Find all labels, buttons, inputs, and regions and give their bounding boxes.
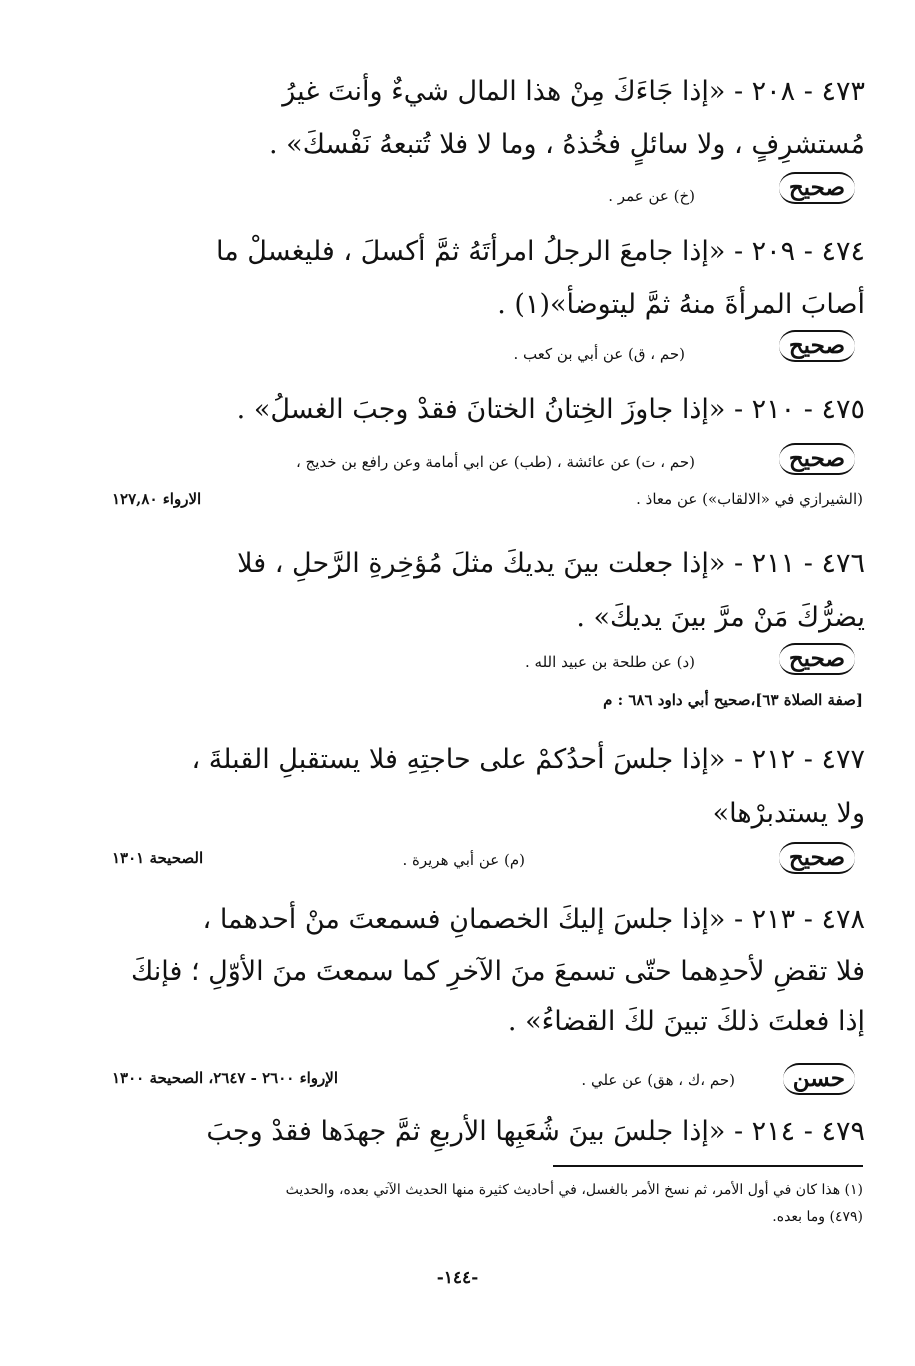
- hadith-source: (د) عن طلحة بن عبيد الله .: [525, 653, 695, 671]
- hadith-477-line-1: ٤٧٧ - ٢١٢ - «إذا جلسَ أحدُكمْ على حاجتِهِ فلا يستقبلِ القبلةَ ،: [191, 744, 865, 775]
- hadith-reference: الصحيحة ١٣٠١: [112, 849, 204, 867]
- hadith-source: (حم ،ك ، هق) عن علي .: [581, 1071, 735, 1089]
- hadith-source-continued: (الشيرازي في «الالقاب») عن معاذ .: [636, 490, 863, 508]
- hadith-474-line-2: أصابَ المرأةَ منهُ ثمَّ ليتوضأ»(١) .: [497, 289, 865, 320]
- hadith-478-line-1: ٤٧٨ - ٢١٣ - «إذا جلسَ إليكَ الخصمانِ فسمعتَ منْ أحدهما ،: [202, 904, 865, 935]
- grade-label: صحيح: [779, 330, 855, 362]
- page-number: -١٤٤-: [436, 1268, 479, 1288]
- hadith-source: (حم ، ق) عن أبي بن كعب .: [513, 345, 685, 363]
- grade-label: صحيح: [779, 643, 855, 675]
- hadith-478-line-3: إذا فعلتَ ذلكَ تبينَ لكَ القضاءُ» .: [507, 1006, 865, 1037]
- footnote-separator: [553, 1165, 863, 1167]
- hadith-source: (خ) عن عمر .: [608, 187, 695, 205]
- hadith-479-line-1: ٤٧٩ - ٢١٤ - «إذا جلسَ بينَ شُعَبِها الأربعِ ثمَّ جهدَها فقدْ وجبَ: [206, 1116, 865, 1147]
- hadith-478-line-2: فلا تقضِ لأحدِهما حتّى تسمعَ منَ الآخرِ كما سمعتَ منَ الأوّلِ ؛ فإنكَ: [130, 956, 865, 987]
- grade-label: صحيح: [779, 842, 855, 874]
- hadith-source: (م) عن أبي هريرة .: [402, 851, 525, 869]
- hadith-reference: الارواء ١٢٧,٨٠: [112, 490, 202, 508]
- hadith-474-line-1: ٤٧٤ - ٢٠٩ - «إذا جامعَ الرجلُ امرأتَهُ ثمَّ أكسلَ ، فليغسلْ ما: [215, 236, 865, 267]
- hadith-473-line-2: مُستشرِفٍ ، ولا سائلٍ فخُذهُ ، وما لا فلا تُتبعهُ نَفْسكَ» .: [269, 129, 865, 160]
- footnote-line-2: (٤٧٩) وما بعده.: [772, 1209, 863, 1225]
- grade-label: صحيح: [779, 443, 855, 475]
- hadith-source: (حم ، ت) عن عائشة ، (طب) عن ابي أمامة وعن رافع بن خديج ،: [295, 453, 695, 471]
- hadith-477-line-2: ولا يستدبرْها»: [712, 798, 865, 829]
- hadith-473-line-1: ٤٧٣ - ٢٠٨ - «إذا جَاءَكَ مِنْ هذا المال شيءٌ وأنتَ غيرُ: [282, 76, 865, 107]
- hadith-reference: الإرواء ٢٦٠٠ - ٢٦٤٧، الصحيحة ١٣٠٠: [112, 1069, 338, 1087]
- grade-label: صحيح: [779, 172, 855, 204]
- hadith-reference: [صفة الصلاة ٦٣]،صحيح أبي داود ٦٨٦ : م: [603, 691, 863, 709]
- hadith-475-line-1: ٤٧٥ - ٢١٠ - «إذا جاوزَ الخِتانُ الختانَ فقدْ وجبَ الغسلُ» .: [236, 394, 865, 425]
- grade-label: حسن: [783, 1063, 855, 1095]
- hadith-476-line-1: ٤٧٦ - ٢١١ - «إذا جعلت بينَ يديكَ مثلَ مُؤخِرةِ الرَّحلِ ، فلا: [237, 548, 865, 579]
- hadith-476-line-2: يضرُّكَ مَنْ مرَّ بينَ يديكَ» .: [576, 602, 865, 633]
- footnote-line-1: (١) هذا كان في أول الأمر، ثم نسخ الأمر بالغسل، في أحاديث كثيرة منها الحديث الآتي بعده، والحديث: [285, 1182, 863, 1198]
